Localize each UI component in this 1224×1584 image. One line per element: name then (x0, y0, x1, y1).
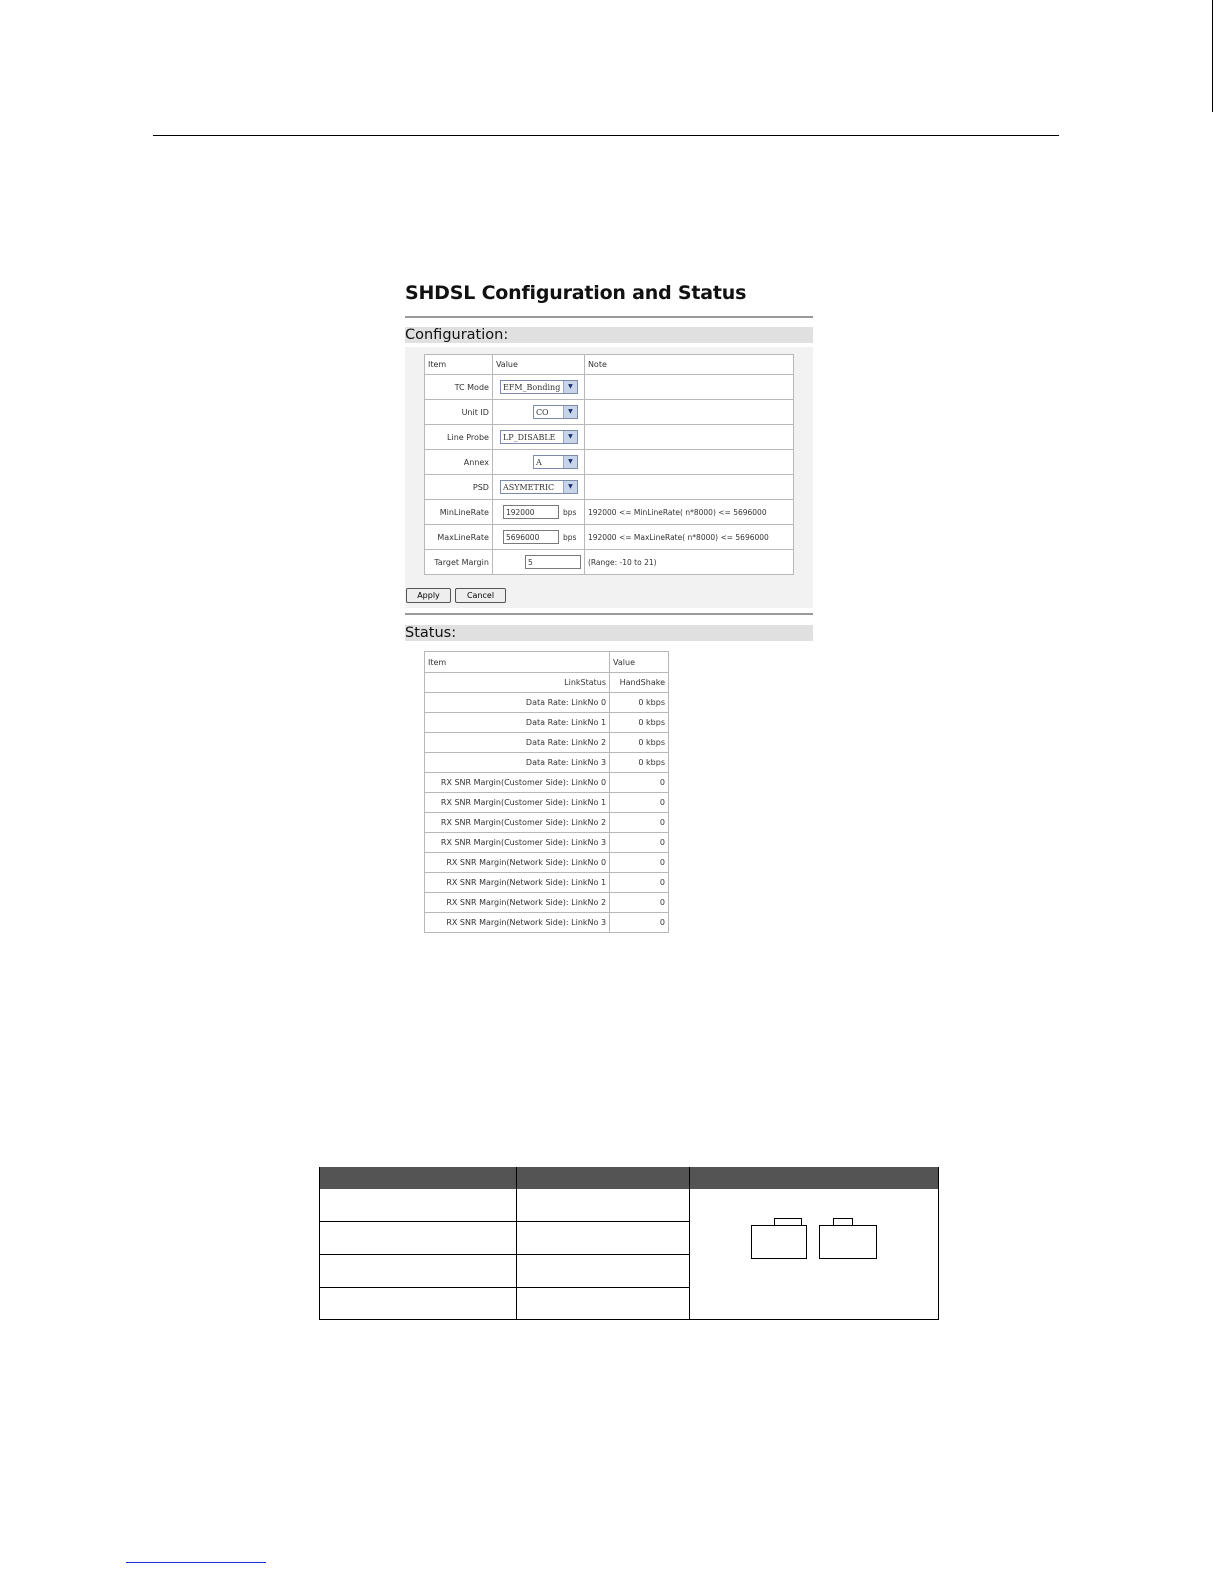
table-border-bottom (319, 1319, 939, 1320)
config-row-min-line-rate (425, 500, 794, 525)
config-item-label: Annex (425, 450, 493, 475)
status-row (425, 793, 669, 813)
status-item-label: RX SNR Margin(Customer Side): LinkNo 0 (425, 773, 610, 793)
chevron-down-icon: ▼ (563, 481, 577, 493)
config-note: (Range: -10 to 21) (584, 550, 793, 575)
status-item-value: 0 kbps (610, 733, 669, 753)
status-row (425, 733, 669, 753)
status-item-label: RX SNR Margin(Customer Side): LinkNo 1 (425, 793, 610, 813)
status-header-item: Item (425, 652, 610, 673)
config-note: 192000 <= MinLineRate( n*8000) <= 5696000 (584, 500, 793, 525)
row-divider (319, 1287, 689, 1288)
status-item-value: HandShake (610, 673, 669, 693)
status-item-label: Data Rate: LinkNo 3 (425, 753, 610, 773)
config-row-unit-id (425, 400, 794, 425)
status-row (425, 893, 669, 913)
config-row-target-margin (425, 550, 794, 575)
tc-mode-select[interactable]: EFM_Bonding ▼ (500, 380, 578, 394)
status-item-value: 0 kbps (610, 713, 669, 733)
chevron-down-icon: ▼ (563, 456, 577, 468)
status-item-value: 0 (610, 773, 669, 793)
page-title: SHDSL Configuration and Status (405, 282, 747, 304)
port-table (319, 1167, 939, 1320)
port-connector-icon (751, 1225, 807, 1259)
status-row (425, 753, 669, 773)
config-item-label: Unit ID (425, 400, 493, 425)
status-item-label: LinkStatus (425, 673, 610, 693)
shdsl-screenshot (405, 280, 813, 948)
status-item-label: RX SNR Margin(Customer Side): LinkNo 2 (425, 813, 610, 833)
status-item-value: 0 (610, 913, 669, 933)
status-item-label: RX SNR Margin(Network Side): LinkNo 2 (425, 893, 610, 913)
target-margin-input[interactable]: 5 (525, 555, 581, 569)
status-item-label: Data Rate: LinkNo 0 (425, 693, 610, 713)
header-value: Value (492, 355, 584, 375)
apply-button[interactable]: Apply (406, 588, 451, 603)
min-line-rate-input[interactable]: 192000 (503, 505, 559, 519)
config-item-label: MaxLineRate (425, 525, 493, 550)
line-probe-select[interactable]: LP_DISABLE ▼ (500, 430, 578, 444)
status-item-value: 0 (610, 853, 669, 873)
status-table (424, 651, 669, 933)
header-item: Item (425, 355, 493, 375)
config-item-label: Line Probe (425, 425, 493, 450)
port-connector-icon (819, 1225, 877, 1259)
status-row (425, 773, 669, 793)
header-rule (153, 135, 1059, 136)
page-edge-mark (1212, 0, 1213, 112)
column-divider (689, 1167, 690, 1320)
config-item-label: TC Mode (425, 375, 493, 400)
table-border-right (938, 1167, 939, 1320)
row-divider (319, 1221, 689, 1222)
configuration-section-title: Configuration: (405, 327, 813, 343)
status-item-label: Data Rate: LinkNo 1 (425, 713, 610, 733)
status-row (425, 873, 669, 893)
unit-label: bps (562, 532, 577, 542)
port-table-header (319, 1167, 939, 1189)
chevron-down-icon: ▼ (563, 431, 577, 443)
config-note: 192000 <= MaxLineRate( n*8000) <= 5696000 (584, 525, 793, 550)
column-divider (516, 1167, 517, 1320)
annex-select[interactable]: A ▼ (533, 455, 578, 469)
status-item-value: 0 (610, 873, 669, 893)
status-row (425, 813, 669, 833)
chevron-down-icon: ▼ (563, 406, 577, 418)
cancel-button[interactable]: Cancel (455, 588, 506, 603)
table-border-left (319, 1167, 320, 1320)
config-row-annex (425, 450, 794, 475)
config-item-label: MinLineRate (425, 500, 493, 525)
unit-label: bps (562, 507, 577, 517)
status-row (425, 913, 669, 933)
status-row (425, 833, 669, 853)
status-row (425, 713, 669, 733)
title-divider (405, 316, 813, 318)
status-header-row (425, 652, 669, 673)
status-item-value: 0 (610, 813, 669, 833)
config-note (584, 475, 793, 500)
config-row-psd (425, 475, 794, 500)
status-header-value: Value (610, 652, 669, 673)
status-item-value: 0 (610, 893, 669, 913)
status-item-label: RX SNR Margin(Network Side): LinkNo 3 (425, 913, 610, 933)
footer-link-underline (126, 1562, 266, 1563)
config-row-max-line-rate (425, 525, 794, 550)
chevron-down-icon: ▼ (563, 381, 577, 393)
config-item-label: Target Margin (425, 550, 493, 575)
status-section-title: Status: (405, 625, 813, 641)
config-row-tc-mode (425, 375, 794, 400)
config-note (584, 450, 793, 475)
status-item-value: 0 kbps (610, 693, 669, 713)
status-item-label: RX SNR Margin(Network Side): LinkNo 0 (425, 853, 610, 873)
max-line-rate-input[interactable]: 5696000 (503, 530, 559, 544)
status-row (425, 693, 669, 713)
psd-select[interactable]: ASYMETRIC ▼ (500, 480, 578, 494)
config-item-label: PSD (425, 475, 493, 500)
status-item-label: RX SNR Margin(Network Side): LinkNo 1 (425, 873, 610, 893)
status-item-label: RX SNR Margin(Customer Side): LinkNo 3 (425, 833, 610, 853)
status-item-value: 0 (610, 793, 669, 813)
header-note: Note (584, 355, 793, 375)
config-row-line-probe (425, 425, 794, 450)
row-divider (319, 1254, 689, 1255)
config-note (584, 375, 793, 400)
status-item-value: 0 kbps (610, 753, 669, 773)
status-item-label: Data Rate: LinkNo 2 (425, 733, 610, 753)
unit-id-select[interactable]: CO ▼ (533, 405, 578, 419)
status-divider (405, 613, 813, 615)
status-row (425, 673, 669, 693)
configuration-header-row (425, 355, 794, 375)
status-item-value: 0 (610, 833, 669, 853)
configuration-table (424, 354, 794, 575)
status-row (425, 853, 669, 873)
config-note (584, 425, 793, 450)
config-note (584, 400, 793, 425)
